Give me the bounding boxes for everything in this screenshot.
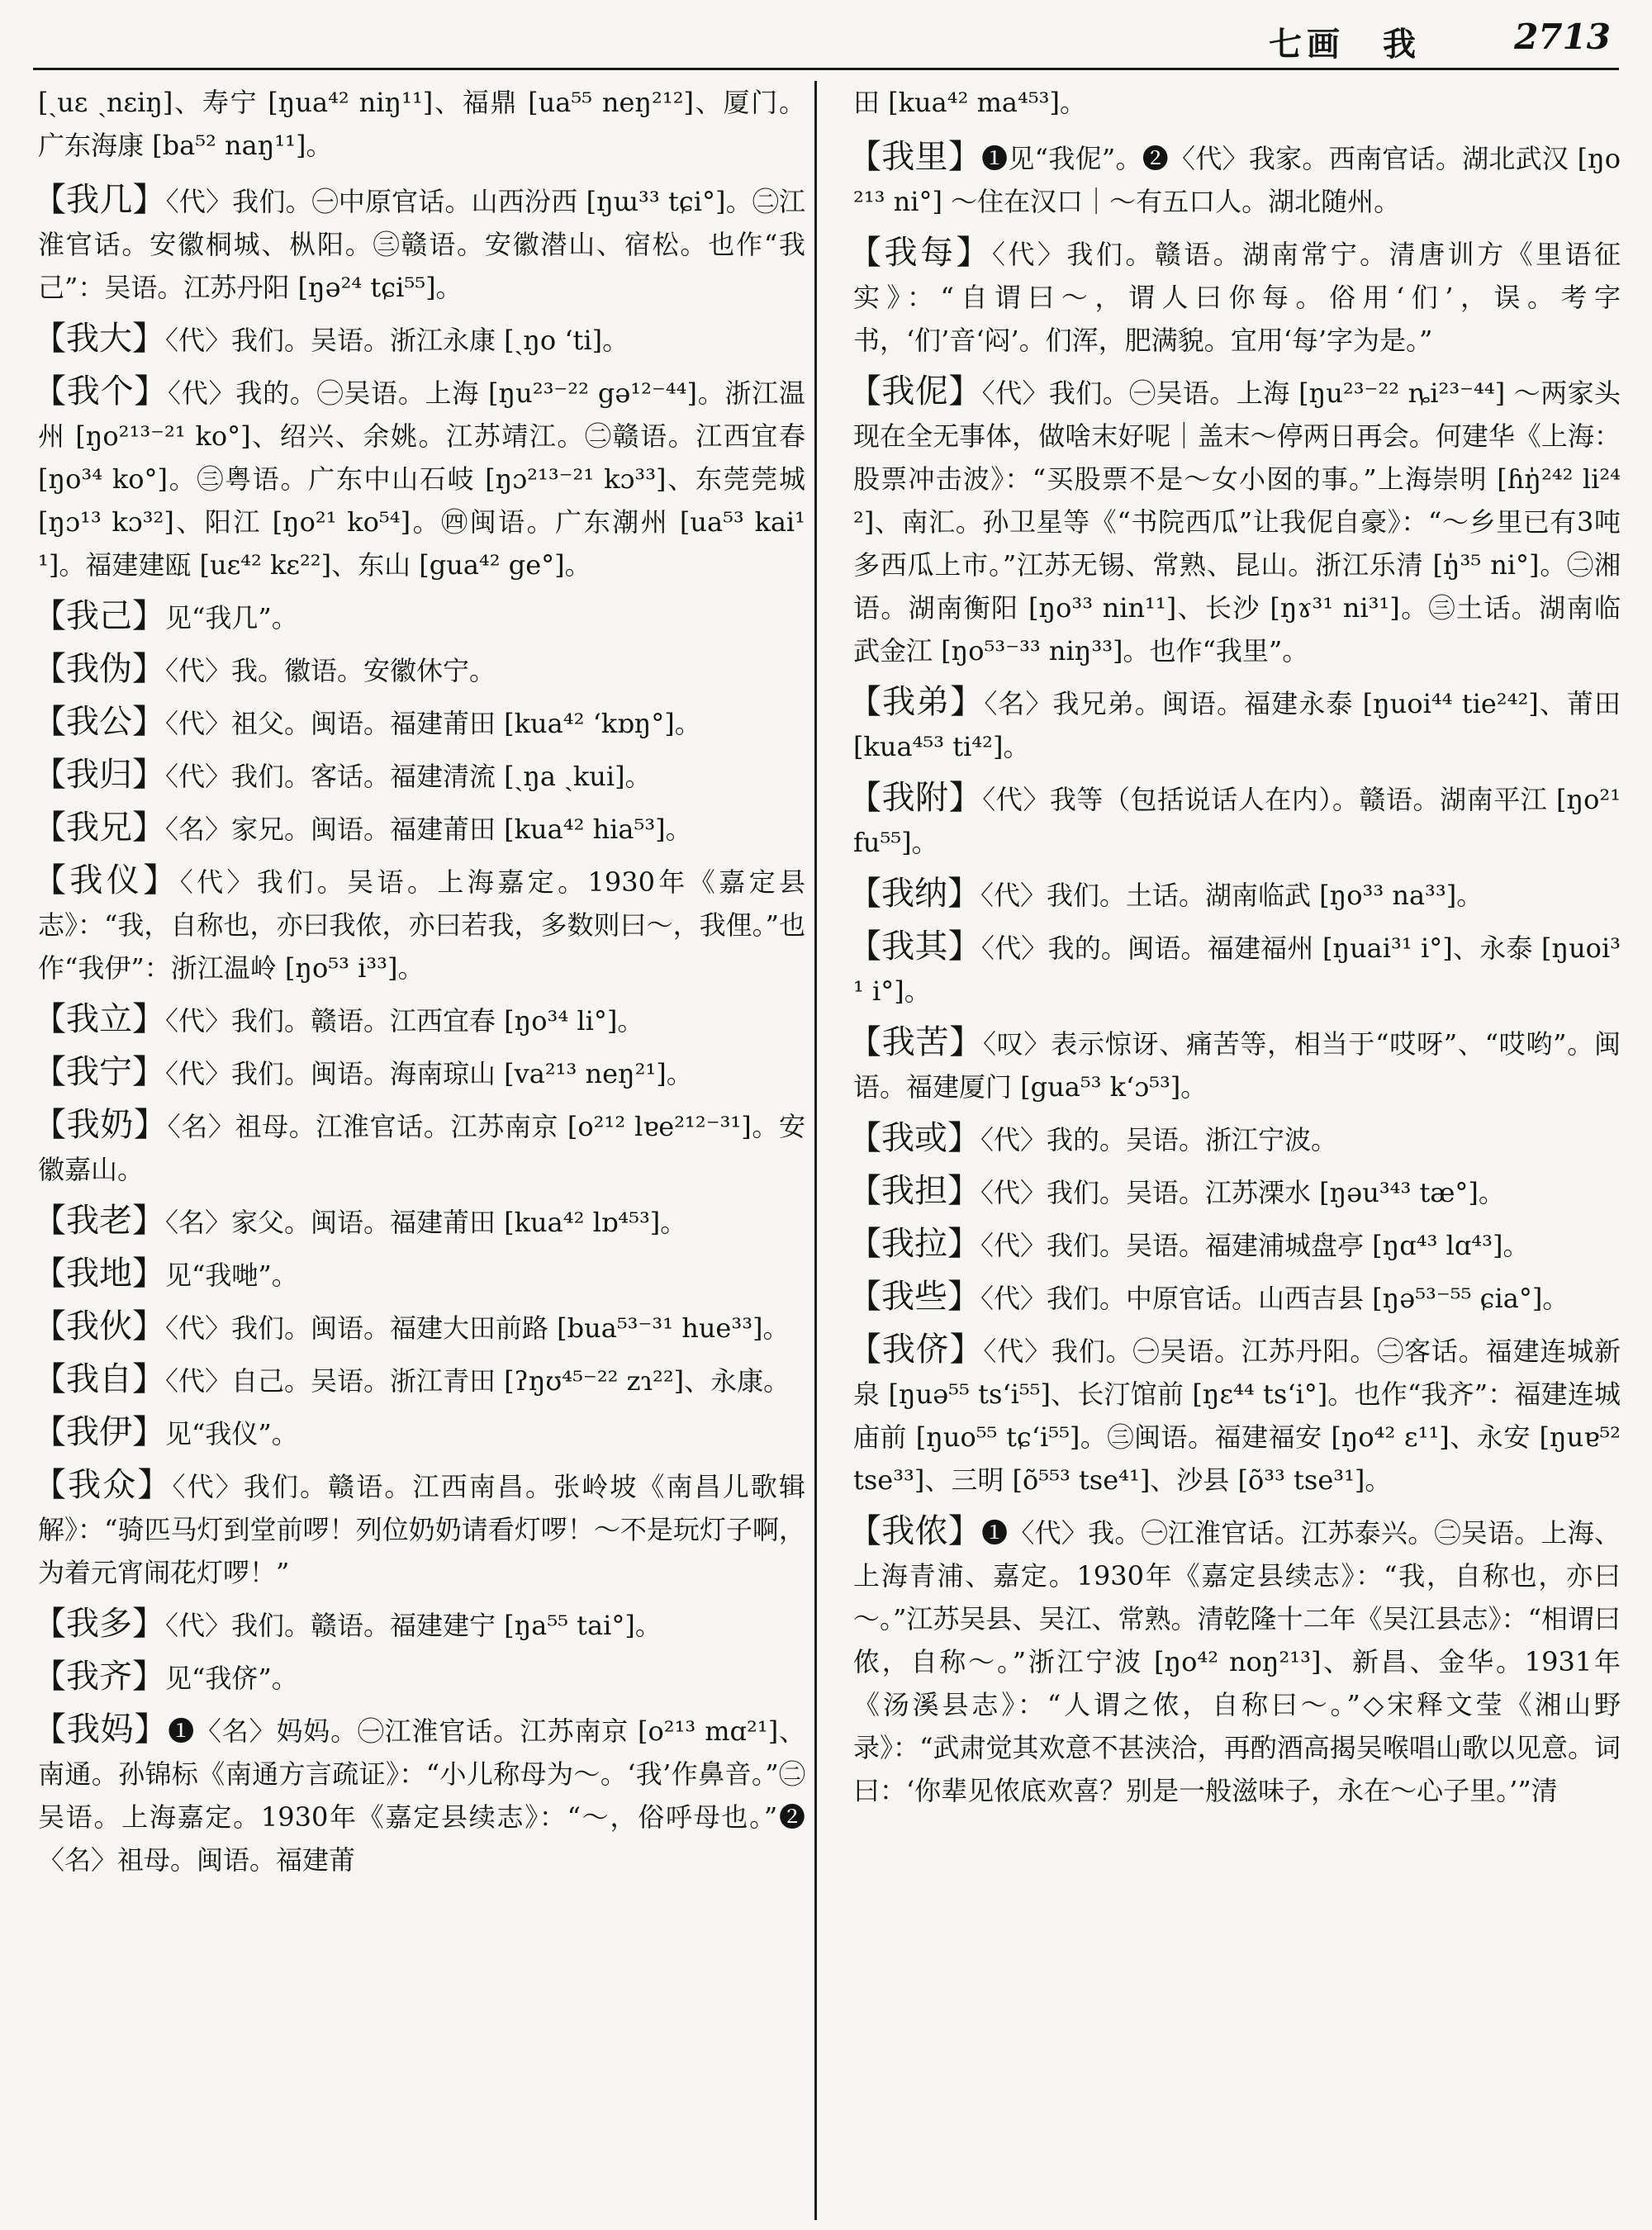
entry-headword: 【 我拉 】 — [848, 1225, 980, 1263]
entry-definition: 〈代〉我们。闽语。福建大田前路 [bua⁵³⁻³¹ hue³³]。 — [165, 1312, 790, 1344]
entry-headword: 【 我个 】 — [33, 372, 168, 410]
page-header — [33, 7, 1619, 70]
dictionary-entry — [33, 178, 805, 309]
dictionary-entry — [33, 700, 805, 745]
continued-entry — [848, 81, 1621, 124]
column-divider — [814, 81, 817, 2220]
dictionary-entry — [33, 1358, 805, 1402]
entry-definition: 〈代〉我们。吴语。浙江永康 [ˏŋo ʻti]。 — [165, 325, 629, 356]
entry-definition: 〈名〉我兄弟。闽语。福建永泰 [ŋuoi⁴⁴ tie²⁴²]、莆田 [kua⁴⁵³ ti⁴²]。 — [853, 688, 1621, 762]
section-label: 七画 我 — [1269, 25, 1421, 64]
entry-headword: 【 我归 】 — [33, 756, 165, 794]
entry-headword: 【 我众 】 — [33, 1466, 172, 1504]
page-number: 2713 — [1514, 17, 1611, 57]
entry-definition: 〈名〉家兄。闽语。福建莆田 [kua⁴² hia⁵³]。 — [165, 814, 692, 845]
dictionary-entry — [33, 998, 805, 1042]
dictionary-entry — [848, 1222, 1621, 1267]
right-column — [848, 81, 1621, 2220]
dictionary-entry — [848, 370, 1621, 672]
entry-definition: [ˏuɛ ˏnɛiŋ]、寿宁 [ŋua⁴² niŋ¹¹]、福鼎 [ua⁵⁵ neŋ²¹²]、厦门。广东海康 [ba⁵² naŋ¹¹]。 — [38, 87, 805, 161]
entry-headword: 【 我担 】 — [848, 1172, 980, 1210]
continued-entry — [33, 81, 805, 167]
entry-headword: 【 我己 】 — [33, 597, 165, 635]
entry-headword: 【 我伙 】 — [33, 1307, 165, 1345]
entry-definition: 〈代〉我们。赣语。福建建宁 [ŋa⁵⁵ tai°]。 — [165, 1610, 662, 1641]
dictionary-entry — [33, 1051, 805, 1095]
dictionary-entry — [33, 1602, 805, 1647]
entry-headword: 【 我伪 】 — [33, 650, 165, 688]
dictionary-entry — [848, 135, 1621, 223]
entry-definition: 〈代〉我们。吴语。上海嘉定。1930年《嘉定县志》：“我，自称也，亦曰我侬，亦曰若我，多数则曰～，我俚。”也作“我伊”：浙江温岭 [ŋo⁵³ i³³]。 — [38, 866, 805, 984]
entry-headword: 【 我立 】 — [33, 1000, 165, 1038]
dictionary-entry — [848, 776, 1621, 864]
entry-headword: 【 我齐 】 — [33, 1658, 165, 1696]
entry-definition: 见“我侪”。 — [165, 1663, 298, 1694]
entry-headword: 【 我大 】 — [33, 320, 165, 358]
dictionary-entry — [848, 1328, 1621, 1502]
dictionary-entry — [33, 806, 805, 851]
dictionary-entry — [848, 1117, 1621, 1161]
dictionary-entry — [33, 753, 805, 798]
entry-headword: 【 我每 】 — [848, 234, 992, 272]
entry-definition: 〈代〉我。徽语。安徽休宁。 — [165, 655, 496, 686]
entry-definition: 〈代〉自己。吴语。浙江青田 [ʔŋʊ⁴⁵⁻²² zɿ²²]、永康。 — [165, 1365, 790, 1397]
left-column — [33, 81, 805, 2220]
entry-definition: 见“我哋”。 — [165, 1260, 298, 1291]
entry-headword: 【 我奶 】 — [33, 1106, 168, 1144]
entry-definition: ❶〈名〉妈妈。㊀江淮官话。江苏南京 [o²¹³ mɑ²¹]、南通。孙锦标《南通方言疏证》：“小儿称母为～。‘我’作鼻音。”㊁吴语。上海嘉定。1930年《嘉定县续志》：“～，俗呼母也。”❷〈名〉祖母。闽语。福建莆 — [38, 1715, 805, 1876]
dictionary-entry — [848, 1021, 1621, 1108]
dictionary-entry — [33, 1411, 805, 1455]
dictionary-entry — [33, 1655, 805, 1700]
dictionary-entry — [848, 925, 1621, 1013]
entry-headword: 【 我侬 】 — [848, 1512, 981, 1550]
entry-definition: 〈代〉我的。吴语。浙江宁波。 — [980, 1124, 1338, 1155]
entry-headword: 【 我伲 】 — [848, 372, 982, 410]
entry-headword: 【 我多 】 — [33, 1605, 165, 1643]
entry-definition: 〈代〉我们。中原官话。山西吉县 [ŋə⁵³⁻⁵⁵ ɕia°]。 — [980, 1283, 1569, 1314]
dictionary-entry — [33, 1464, 805, 1594]
entry-definition: 〈代〉我们。客话。福建清流 [ˏŋa ˏkui]。 — [165, 761, 652, 792]
entry-definition: 〈代〉我们。赣语。湖南常宁。清唐训方《里语征实》：“自谓曰～，谓人曰你每。俗用‘们’，误。考字书，‘们’音‘闷’。们浑，肥满貌。宜用‘每’字为是。” — [853, 239, 1621, 356]
dictionary-entry — [33, 317, 805, 362]
entry-definition: 田 [kua⁴² ma⁴⁵³]。 — [853, 87, 1086, 118]
entry-headword: 【 我妈 】 — [33, 1710, 168, 1748]
entry-headword: 【 我兄 】 — [33, 809, 165, 847]
entry-headword: 【 我几 】 — [33, 181, 166, 219]
entry-headword: 【 我苦 】 — [848, 1023, 983, 1061]
dictionary-entry — [33, 1708, 805, 1881]
entry-headword: 【 我弟 】 — [848, 683, 984, 721]
entry-definition: 〈代〉我们。㊀吴语。上海 [ŋu²³⁻²² ȵi²³⁻⁴⁴] ～两家头现在全无事体，做啥末好呢｜盖末～停两日再会。何建华《上海：股票冲击波》：“买股票不是～女小囡的事。”上海崇明 [ɦŋ̍²⁴² li²⁴²]、南汇。孙卫星等《“书院西瓜”让我伲自豪》：“～乡里已有3吨多西瓜上市。”江苏无锡、常熟、昆山。浙江乐清 [ŋ̍³⁵ ni°]。㊁湘语。湖南衡阳 [ŋo³³ nin¹¹]、长沙 [ŋɤ³¹ ni³¹]。㊂土话。湖南临武金江 [ŋo⁵³⁻³³ niŋ³³]。也作“我里”。 — [853, 377, 1621, 667]
dictionary-entry — [33, 1199, 805, 1244]
entry-definition: 见“我仪”。 — [165, 1418, 298, 1450]
dictionary-entry — [848, 231, 1621, 362]
entry-headword: 【 我些 】 — [848, 1278, 980, 1316]
entry-definition: 〈代〉我们。赣语。江西南昌。张岭坡《南昌儿歌辑解》：“骑匹马灯到堂前啰！列位奶奶请看灯啰！～不是玩灯子啊，为着元宵闹花灯啰！” — [38, 1471, 805, 1588]
entry-definition: 〈代〉我们。㊀中原官话。山西汾西 [ŋɯ³³ tɕi°]。㊁江淮官话。安徽桐城、枞阳。㊂赣语。安徽潜山、宿松。也作“我己”：吴语。江苏丹阳 [ŋə²⁴ tɕi⁵⁵]。 — [38, 186, 805, 303]
entry-definition: 〈代〉祖父。闽语。福建莆田 [kua⁴² ʻkɒŋ°]。 — [165, 708, 701, 739]
entry-definition: 见“我几”。 — [165, 602, 298, 633]
entry-headword: 【 我或 】 — [848, 1119, 980, 1157]
dictionary-entry — [848, 681, 1621, 768]
dictionary-entry — [33, 859, 805, 989]
entry-headword: 【 我宁 】 — [33, 1053, 165, 1091]
entry-definition: 〈代〉我们。吴语。福建浦城盘亭 [ŋɑ⁴³ lɑ⁴³]。 — [980, 1230, 1530, 1261]
entry-headword: 【 我里 】 — [848, 138, 981, 176]
dictionary-entry — [33, 1103, 805, 1191]
entry-headword: 【 我公 】 — [33, 703, 165, 741]
entry-headword: 【 我仪 】 — [33, 861, 180, 899]
entry-definition: 〈名〉家父。闽语。福建莆田 [kua⁴² lɒ⁴⁵³]。 — [165, 1207, 687, 1238]
entry-definition: 〈代〉我们。吴语。江苏溧水 [ŋəu³⁴³ tæ°]。 — [980, 1177, 1505, 1208]
entry-definition: ❶见“我伲”。❷〈代〉我家。西南官话。湖北武汉 [ŋo²¹³ ni°] ～住在汉口｜～有五口人。湖北随州。 — [853, 143, 1621, 217]
entry-definition: 〈代〉我等（包括说话人在内）。赣语。湖南平江 [ŋo²¹ fu⁵⁵]。 — [853, 784, 1621, 858]
entry-definition: 〈代〉我的。㊀吴语。上海 [ŋu²³⁻²² gə¹²⁻⁴⁴]。浙江温州 [ŋo²¹³⁻²¹ ko°]、绍兴、余姚。江苏靖江。㊁赣语。江西宜春 [ŋo³⁴ ko°]。㊂粤语。广东中山石岐 [ŋɔ²¹³⁻²¹ kɔ³³]、东莞莞城 [ŋɔ¹³ kɔ³²]、阳江 [ŋo²¹ ko⁵⁴]。㊃闽语。广东潮州 [ua⁵³ kai¹¹]。福建建瓯 [uɛ⁴² kɛ²²]、东山 [gua⁴² ge°]。 — [38, 377, 805, 581]
dictionary-entry — [33, 1305, 805, 1350]
entry-definition: 〈名〉祖母。江淮官话。江苏南京 [o²¹² lɐe²¹²⁻³¹]。安徽嘉山。 — [38, 1111, 805, 1185]
entry-headword: 【 我其 】 — [848, 928, 981, 966]
entry-headword: 【 我自 】 — [33, 1360, 165, 1398]
entry-definition: 〈代〉我们。㊀吴语。江苏丹阳。㊁客话。福建连城新泉 [ŋuə⁵⁵ tsʻi⁵⁵]、长汀馆前 [ŋɛ⁴⁴ tsʻi°]。也作“我齐”：福建连城庙前 [ŋuo⁵⁵ tɕʻi⁵⁵]。㊂闽语。福建福安 [ŋo⁴² ɛ¹¹]、永安 [ŋuɐ⁵² tse³³]、三明 [õ⁵⁵³ tse⁴¹]、沙县 [õ³³ tse³¹]。 — [853, 1336, 1621, 1496]
dictionary-entry — [33, 648, 805, 692]
entry-headword: 【 我纳 】 — [848, 875, 980, 913]
entry-headword: 【 我地 】 — [33, 1255, 165, 1293]
entry-definition: 〈代〉我们。赣语。江西宜春 [ŋo³⁴ li°]。 — [165, 1005, 644, 1037]
dictionary-entry — [33, 370, 805, 586]
entry-definition: 〈代〉我们。土话。湖南临武 [ŋo³³ na³³]。 — [980, 880, 1483, 911]
dictionary-entry — [848, 1170, 1621, 1214]
dictionary-entry — [848, 1275, 1621, 1320]
dictionary-entry — [33, 1252, 805, 1297]
entry-definition: ❶〈代〉我。㊀江淮官话。江苏泰兴。㊁吴语。上海、上海青浦、嘉定。1930年《嘉定县续志》：“我，自称也，亦曰～。”江苏吴县、吴江、常熟。清乾隆十二年《吴江县志》：“相谓曰侬，自称～。”浙江宁波 [ŋo⁴² noŋ²¹³]、新昌、金华。1931年《汤溪县志》：“人谓之侬，自称曰～。”◇宋释文莹《湘山野录》：“武肃觉其欢意不甚浃洽，再酌酒高揭吴喉唱山歌以见意。词曰：‘你辈见侬底欢喜？别是一般滋味子，永在～心子里。’”清 — [853, 1517, 1621, 1806]
entry-definition: 〈叹〉表示惊讶、痛苦等，相当于“哎呀”、“哎哟”。闽语。福建厦门 [gua⁵³ kʻɔ⁵³]。 — [853, 1028, 1621, 1103]
dictionary-entry — [33, 595, 805, 639]
dictionary-entry — [848, 1510, 1621, 1812]
entry-definition: 〈代〉我们。闽语。海南琼山 [va²¹³ neŋ²¹]。 — [165, 1058, 693, 1089]
entry-headword: 【 我侪 】 — [848, 1331, 983, 1369]
entry-headword: 【 我伊 】 — [33, 1413, 165, 1451]
entry-definition: 〈代〉我的。闽语。福建福州 [ŋuai³¹ i°]、永泰 [ŋuoi³¹ i°]。 — [853, 932, 1621, 1007]
entry-headword: 【 我老 】 — [33, 1202, 165, 1240]
dictionary-entry — [848, 872, 1621, 917]
entry-headword: 【 我附 】 — [848, 779, 982, 817]
